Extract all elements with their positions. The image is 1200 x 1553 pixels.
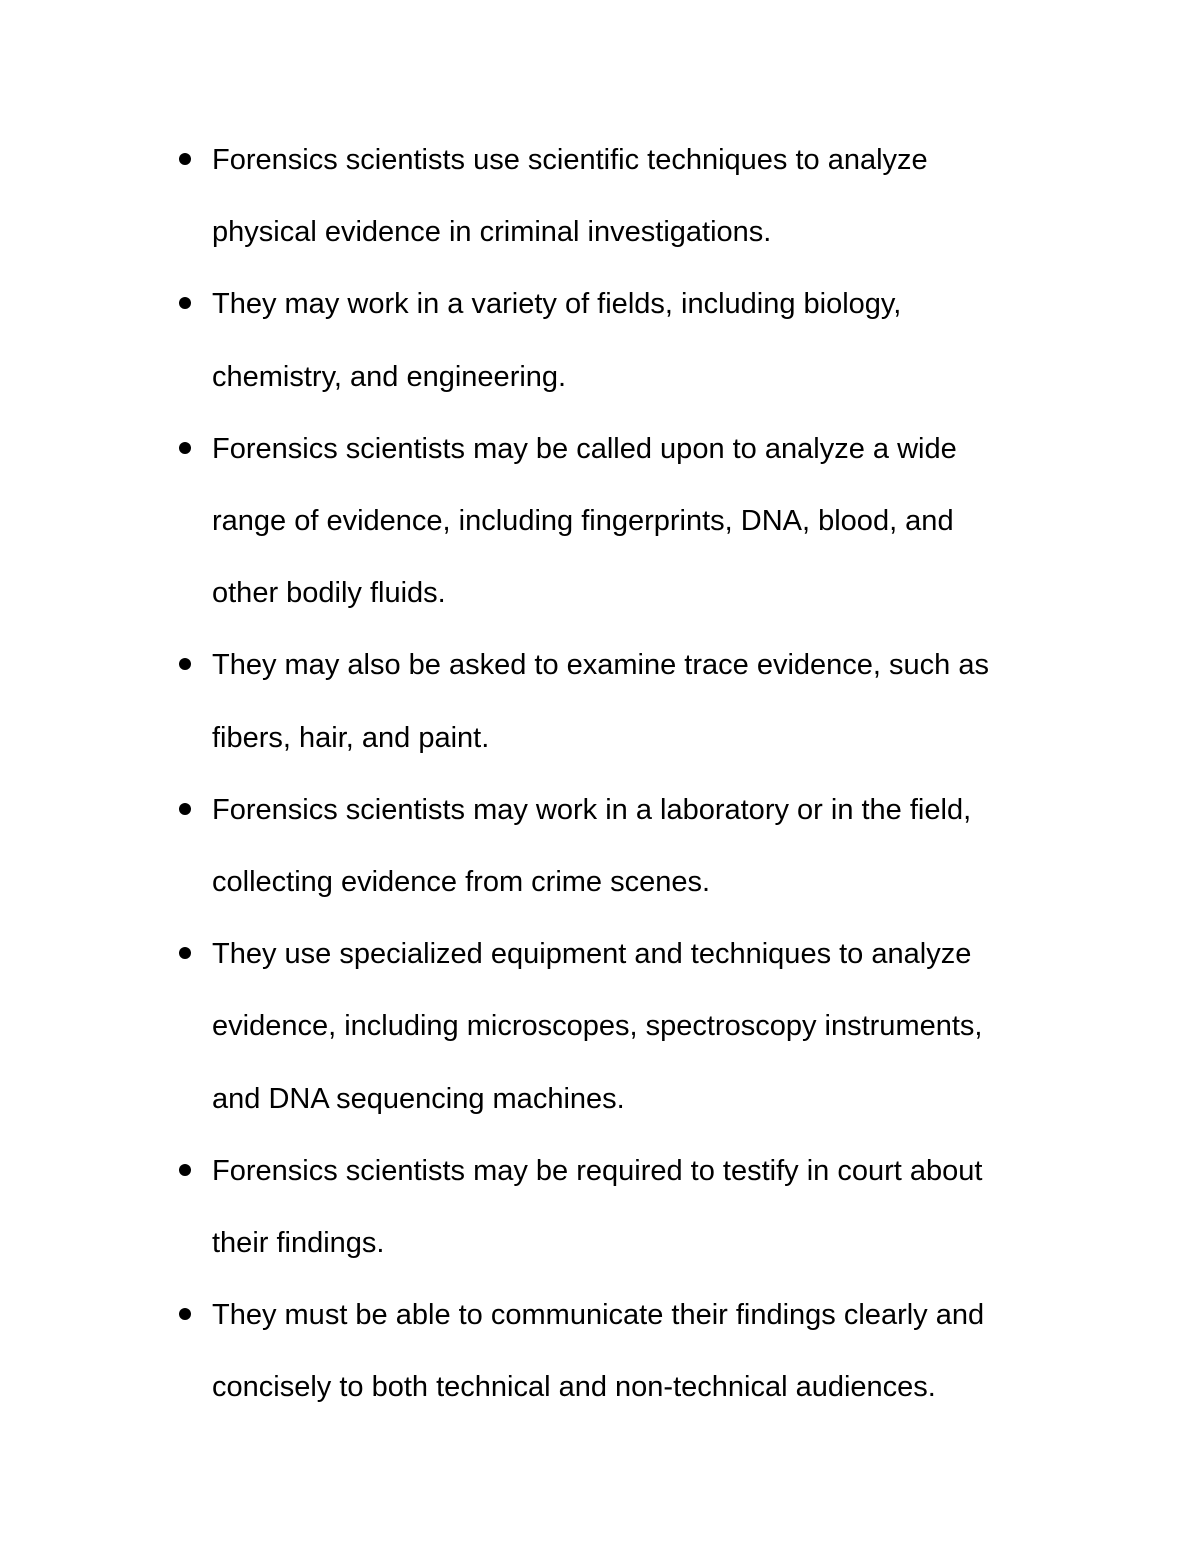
bullet-icon bbox=[179, 803, 191, 815]
list-item-text bbox=[212, 918, 1082, 1135]
bullet-icon bbox=[179, 658, 191, 670]
bullet-icon bbox=[179, 947, 191, 959]
text-line: other bodily fluids. bbox=[212, 577, 446, 610]
text-line: Forensics scientists may be required to testify in court about bbox=[212, 1154, 983, 1187]
text-line: their findings. bbox=[212, 1227, 385, 1260]
text-line: evidence, including microscopes, spectroscopy instruments, bbox=[212, 1010, 983, 1043]
list-item-text bbox=[212, 413, 1082, 630]
text-line: range of evidence, including fingerprints, DNA, blood, and bbox=[212, 505, 954, 538]
bullet-icon bbox=[179, 1164, 191, 1176]
bullet-icon bbox=[179, 297, 191, 309]
bullet-icon bbox=[179, 1308, 191, 1320]
text-line: physical evidence in criminal investigations. bbox=[212, 216, 772, 249]
text-line: Forensics scientists may work in a laboratory or in the field, bbox=[212, 793, 972, 826]
text-line: They use specialized equipment and techniques to analyze bbox=[212, 938, 972, 971]
list-item bbox=[0, 1135, 1200, 1279]
bullet-list bbox=[0, 124, 1200, 1424]
text-line: They may also be asked to examine trace evidence, such as bbox=[212, 649, 989, 682]
bullet-icon bbox=[179, 442, 191, 454]
list-item bbox=[0, 918, 1200, 1135]
list-item bbox=[0, 124, 1200, 268]
list-item-text bbox=[212, 629, 1082, 773]
text-line: and DNA sequencing machines. bbox=[212, 1082, 625, 1115]
text-line: They must be able to communicate their findings clearly and bbox=[212, 1299, 985, 1332]
list-item bbox=[0, 268, 1200, 412]
list-item-text bbox=[212, 124, 1082, 268]
text-line: chemistry, and engineering. bbox=[212, 360, 567, 393]
list-item-text bbox=[212, 268, 1082, 412]
list-item-text bbox=[212, 1279, 1082, 1423]
list-item bbox=[0, 629, 1200, 773]
text-line: Forensics scientists use scientific techniques to analyze bbox=[212, 144, 928, 176]
text-line: collecting evidence from crime scenes. bbox=[212, 866, 711, 899]
list-item bbox=[0, 1279, 1200, 1423]
list-item bbox=[0, 774, 1200, 918]
list-item-text bbox=[212, 774, 1082, 918]
text-line: fibers, hair, and paint. bbox=[212, 721, 490, 754]
text-line: Forensics scientists may be called upon to analyze a wide bbox=[212, 432, 957, 465]
list-item bbox=[0, 413, 1200, 630]
bullet-icon bbox=[179, 153, 191, 165]
list-item-text bbox=[212, 1135, 1082, 1279]
text-line: They may work in a variety of fields, including biology, bbox=[212, 288, 902, 321]
text-line: concisely to both technical and non-technical audiences. bbox=[212, 1371, 936, 1404]
